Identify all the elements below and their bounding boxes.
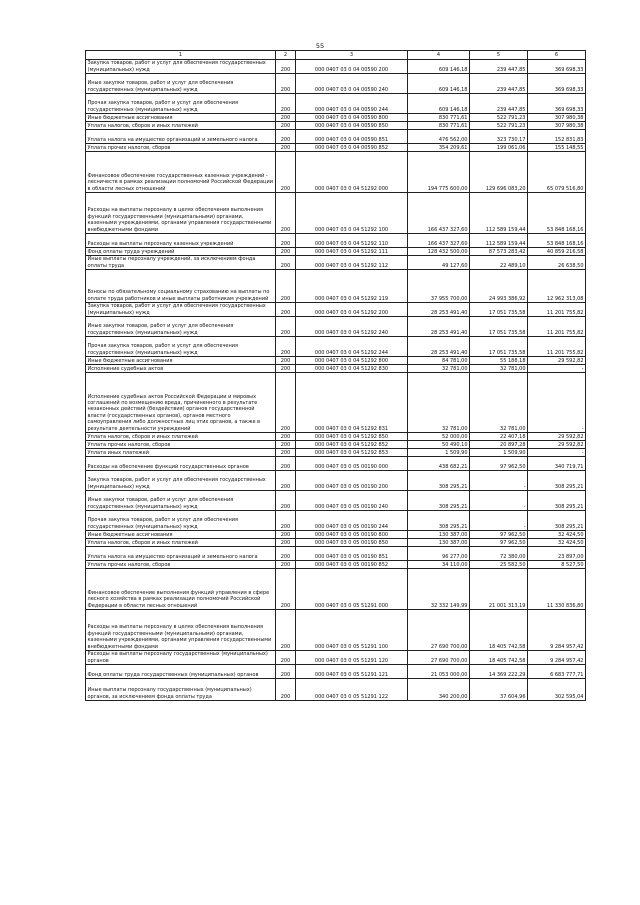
row-name-cell: Прочая закупка товаров, работ и услуг для обеспечения государственных (муниципальных) нужд (86, 511, 276, 531)
classification-code-cell: 000 0407 03 0 05 51291 100 (296, 610, 408, 651)
executed-amount-cell: 17 051 735,58 (470, 337, 528, 357)
unexecuted-amount-cell: 32 424,50 (528, 539, 586, 547)
unexecuted-amount-cell: 29 592,82 (528, 441, 586, 449)
classification-code-cell: 000 0407 03 0 05 51291 000 (296, 569, 408, 610)
classification-code-cell: 000 0407 03 0 05 00190 851 (296, 547, 408, 561)
unexecuted-amount-cell: 369 698,33 (528, 94, 586, 114)
approved-amount-cell: 128 432 500,00 (408, 248, 470, 256)
table-row (86, 357, 586, 365)
approved-amount-cell: 34 110,00 (408, 561, 470, 569)
classification-code-cell: 000 0407 03 0 04 51292 111 (296, 248, 408, 256)
row-code-cell: 200 (276, 561, 296, 569)
executed-amount-cell: 239 447,85 (470, 94, 528, 114)
table-row (86, 130, 586, 144)
row-code-cell: 200 (276, 373, 296, 433)
approved-amount-cell: 37 955 700,00 (408, 270, 470, 303)
row-code-cell: 200 (276, 457, 296, 471)
row-code-cell: 200 (276, 651, 296, 665)
row-code-cell: 200 (276, 303, 296, 317)
executed-amount-cell: 97 962,50 (470, 539, 528, 547)
executed-amount-cell: - (470, 471, 528, 491)
column-number: 2 (276, 51, 296, 60)
row-name-cell: Расходы на выплаты персоналу в целях обеспечения выполнения функций государственными (муниципальными) органами, казенными учреждениями, органами управления государственными внебюджетными фондами (86, 193, 276, 234)
row-code-cell: 200 (276, 679, 296, 701)
executed-amount-cell: 37 604,96 (470, 679, 528, 701)
row-name-cell: Уплата налогов, сборов и иных платежей (86, 433, 276, 441)
row-code-cell: 200 (276, 471, 296, 491)
classification-code-cell: 000 0407 03 0 05 51291 120 (296, 651, 408, 665)
executed-amount-cell: 32 781,00 (470, 373, 528, 433)
column-number: 5 (470, 51, 528, 60)
approved-amount-cell: 28 253 491,40 (408, 303, 470, 317)
approved-amount-cell: 609 146,18 (408, 94, 470, 114)
executed-amount-cell: 14 369 222,29 (470, 665, 528, 679)
classification-code-cell: 000 0407 03 0 04 51292 000 (296, 152, 408, 193)
approved-amount-cell: 32 781,00 (408, 373, 470, 433)
row-code-cell: 200 (276, 234, 296, 248)
approved-amount-cell: 166 437 327,60 (408, 193, 470, 234)
table-row (86, 60, 586, 74)
unexecuted-amount-cell: 8 527,50 (528, 561, 586, 569)
row-name-cell: Уплата налогов, сборов и иных платежей (86, 539, 276, 547)
row-code-cell: 200 (276, 122, 296, 130)
table-row (86, 234, 586, 248)
approved-amount-cell: 1 509,90 (408, 449, 470, 457)
row-code-cell: 200 (276, 531, 296, 539)
classification-code-cell: 000 0407 03 0 04 51292 830 (296, 365, 408, 373)
table-body (86, 60, 586, 701)
executed-amount-cell: 55 188,18 (470, 357, 528, 365)
classification-code-cell: 000 0407 03 0 04 00590 800 (296, 114, 408, 122)
executed-amount-cell: 97 962,50 (470, 531, 528, 539)
unexecuted-amount-cell: 307 980,38 (528, 122, 586, 130)
executed-amount-cell: 522 791,23 (470, 122, 528, 130)
unexecuted-amount-cell: 340 719,71 (528, 457, 586, 471)
table-row (86, 122, 586, 130)
unexecuted-amount-cell: 152 831,83 (528, 130, 586, 144)
row-code-cell: 200 (276, 539, 296, 547)
approved-amount-cell: 27 690 700,00 (408, 610, 470, 651)
approved-amount-cell: 166 437 327,60 (408, 234, 470, 248)
approved-amount-cell: 308 295,21 (408, 511, 470, 531)
unexecuted-amount-cell: - (528, 449, 586, 457)
row-code-cell: 200 (276, 248, 296, 256)
classification-code-cell: 000 0407 03 0 05 00190 240 (296, 491, 408, 511)
classification-code-cell: 000 0407 03 0 04 51292 831 (296, 373, 408, 433)
row-name-cell: Уплата иных платежей (86, 449, 276, 457)
row-code-cell: 200 (276, 130, 296, 144)
approved-amount-cell: 21 053 000,00 (408, 665, 470, 679)
row-code-cell: 200 (276, 74, 296, 94)
row-code-cell: 200 (276, 357, 296, 365)
classification-code-cell: 000 0407 03 0 05 00190 244 (296, 511, 408, 531)
approved-amount-cell: 194 775 600,00 (408, 152, 470, 193)
row-name-cell: Уплата налога на имущество организаций и земельного налога (86, 130, 276, 144)
table-row (86, 256, 586, 270)
table-row (86, 152, 586, 193)
row-name-cell: Иные закупки товаров, работ и услуг для обеспечения государственных (муниципальных) нужд (86, 74, 276, 94)
row-name-cell: Исполнение судебных актов Российской Федерации и мировых соглашений по возмещению вреда, причиненного в результате незаконных действий (бездействия) органов государственной власти (государственных органов), органов местного самоуправления либо должностных лиц этих органов, а также в результате деятельности учреждений (86, 373, 276, 433)
executed-amount-cell: 18 405 742,58 (470, 651, 528, 665)
approved-amount-cell: 340 200,00 (408, 679, 470, 701)
executed-amount-cell: 18 405 742,58 (470, 610, 528, 651)
classification-code-cell: 000 0407 03 0 04 51292 200 (296, 303, 408, 317)
classification-code-cell: 000 0407 03 0 05 00190 200 (296, 471, 408, 491)
table-row (86, 665, 586, 679)
row-name-cell: Финансовое обеспечение выполнения функций управления в сфере лесного хозяйства в рамках реализации полномочий Российской Федерации в области лесных отношений (86, 569, 276, 610)
executed-amount-cell: 239 447,85 (470, 60, 528, 74)
unexecuted-amount-cell: 155 148,55 (528, 144, 586, 152)
approved-amount-cell: 28 253 491,40 (408, 317, 470, 337)
executed-amount-cell: 21 001 313,19 (470, 569, 528, 610)
executed-amount-cell: 522 791,23 (470, 114, 528, 122)
row-name-cell: Фонд оплаты труда государственных (муниципальных) органов (86, 665, 276, 679)
classification-code-cell: 000 0407 03 0 05 51291 122 (296, 679, 408, 701)
column-number: 3 (296, 51, 408, 60)
row-name-cell: Взносы по обязательному социальному страхованию на выплаты по оплате труда работников и иные выплаты работникам учреждений (86, 270, 276, 303)
table-row (86, 317, 586, 337)
classification-code-cell: 000 0407 03 0 04 51292 244 (296, 337, 408, 357)
table-row (86, 74, 586, 94)
row-code-cell: 200 (276, 337, 296, 357)
classification-code-cell: 000 0407 03 0 04 00590 200 (296, 60, 408, 74)
executed-amount-cell: 1 509,90 (470, 449, 528, 457)
budget-execution-table (85, 50, 586, 701)
table-row (86, 365, 586, 373)
unexecuted-amount-cell: 12 962 313,08 (528, 270, 586, 303)
table-row (86, 561, 586, 569)
executed-amount-cell: 239 447,85 (470, 74, 528, 94)
table-row (86, 337, 586, 357)
row-code-cell: 200 (276, 665, 296, 679)
approved-amount-cell: 28 253 491,40 (408, 337, 470, 357)
row-name-cell: Иные закупки товаров, работ и услуг для обеспечения государственных (муниципальных) нужд (86, 491, 276, 511)
unexecuted-amount-cell: 32 424,50 (528, 531, 586, 539)
approved-amount-cell: 830 771,61 (408, 114, 470, 122)
row-name-cell: Финансовое обеспечение государственных казенных учреждений - лесничеств в рамках реализации полномочий Российской Федерации в области лесных отношений (86, 152, 276, 193)
row-name-cell: Прочая закупка товаров, работ и услуг для обеспечения государственных (муниципальных) нужд (86, 337, 276, 357)
row-code-cell: 200 (276, 144, 296, 152)
table-row (86, 471, 586, 491)
classification-code-cell: 000 0407 03 0 04 51292 110 (296, 234, 408, 248)
table-row (86, 248, 586, 256)
table-row (86, 144, 586, 152)
row-code-cell: 200 (276, 193, 296, 234)
row-name-cell: Исполнение судебных актов (86, 365, 276, 373)
executed-amount-cell: 323 730,17 (470, 130, 528, 144)
row-name-cell: Расходы на обеспечение функций государственных органов (86, 457, 276, 471)
executed-amount-cell: 129 696 083,20 (470, 152, 528, 193)
executed-amount-cell: 199 061,06 (470, 144, 528, 152)
column-number: 4 (408, 51, 470, 60)
executed-amount-cell: 97 962,50 (470, 457, 528, 471)
row-name-cell: Уплата налогов, сборов и иных платежей (86, 122, 276, 130)
row-name-cell: Иные бюджетные ассигнования (86, 531, 276, 539)
classification-code-cell: 000 0407 03 0 04 51292 119 (296, 270, 408, 303)
classification-code-cell: 000 0407 03 0 04 00590 244 (296, 94, 408, 114)
table-row (86, 270, 586, 303)
classification-code-cell: 000 0407 03 0 04 00590 850 (296, 122, 408, 130)
unexecuted-amount-cell: 40 859 216,58 (528, 248, 586, 256)
table-row (86, 373, 586, 433)
row-name-cell: Расходы на выплаты персоналу казенных учреждений (86, 234, 276, 248)
executed-amount-cell: - (470, 491, 528, 511)
row-code-cell: 200 (276, 441, 296, 449)
row-name-cell: Иные выплаты персоналу учреждений, за исключением фонда оплаты труда (86, 256, 276, 270)
approved-amount-cell: 130 387,00 (408, 531, 470, 539)
executed-amount-cell: 22 489,10 (470, 256, 528, 270)
unexecuted-amount-cell: 308 295,21 (528, 471, 586, 491)
executed-amount-cell: 32 781,00 (470, 365, 528, 373)
row-name-cell: Закупка товаров, работ и услуг для обеспечения государственных (муниципальных) нужд (86, 303, 276, 317)
row-code-cell: 200 (276, 114, 296, 122)
row-name-cell: Иные выплаты персоналу государственных (муниципальных) органов, за исключением фонда оплаты труда (86, 679, 276, 701)
executed-amount-cell: 25 582,50 (470, 561, 528, 569)
unexecuted-amount-cell: 302 595,04 (528, 679, 586, 701)
table-row (86, 610, 586, 651)
executed-amount-cell: 87 573 283,42 (470, 248, 528, 256)
table-row (86, 679, 586, 701)
unexecuted-amount-cell: 11 201 755,82 (528, 303, 586, 317)
classification-code-cell: 000 0407 03 0 04 51292 100 (296, 193, 408, 234)
classification-code-cell: 000 0407 03 0 05 00190 800 (296, 531, 408, 539)
unexecuted-amount-cell: 308 295,21 (528, 511, 586, 531)
unexecuted-amount-cell: 9 284 957,42 (528, 651, 586, 665)
unexecuted-amount-cell: 307 980,38 (528, 114, 586, 122)
unexecuted-amount-cell: 369 698,33 (528, 74, 586, 94)
row-code-cell: 200 (276, 433, 296, 441)
table-row (86, 457, 586, 471)
table-row (86, 511, 586, 531)
row-code-cell: 200 (276, 511, 296, 531)
row-name-cell: Иные бюджетные ассигнования (86, 357, 276, 365)
row-name-cell: Расходы на выплаты персоналу государственных (муниципальных) органов (86, 651, 276, 665)
row-name-cell: Фонд оплаты труда учреждений (86, 248, 276, 256)
unexecuted-amount-cell: 6 683 777,71 (528, 665, 586, 679)
row-code-cell: 200 (276, 365, 296, 373)
approved-amount-cell: 32 781,00 (408, 365, 470, 373)
executed-amount-cell: 20 897,28 (470, 441, 528, 449)
unexecuted-amount-cell: 26 638,50 (528, 256, 586, 270)
classification-code-cell: 000 0407 03 0 04 00590 240 (296, 74, 408, 94)
approved-amount-cell: 354 209,61 (408, 144, 470, 152)
table-row (86, 114, 586, 122)
page-number: 55 (315, 42, 325, 50)
row-code-cell: 200 (276, 610, 296, 651)
classification-code-cell: 000 0407 03 0 05 00190 852 (296, 561, 408, 569)
approved-amount-cell: 130 387,00 (408, 539, 470, 547)
unexecuted-amount-cell: 308 295,21 (528, 491, 586, 511)
classification-code-cell: 000 0407 03 0 04 51292 853 (296, 449, 408, 457)
classification-code-cell: 000 0407 03 0 05 51291 121 (296, 665, 408, 679)
table-row (86, 193, 586, 234)
row-name-cell: Иные закупки товаров, работ и услуг для обеспечения государственных (муниципальных) нужд (86, 317, 276, 337)
classification-code-cell: 000 0407 03 0 04 51292 850 (296, 433, 408, 441)
approved-amount-cell: 52 000,00 (408, 433, 470, 441)
column-number: 6 (528, 51, 586, 60)
unexecuted-amount-cell: 53 848 168,16 (528, 193, 586, 234)
unexecuted-amount-cell: 23 897,00 (528, 547, 586, 561)
unexecuted-amount-cell: 29 592,82 (528, 357, 586, 365)
row-code-cell: 200 (276, 256, 296, 270)
row-code-cell: 200 (276, 152, 296, 193)
classification-code-cell: 000 0407 03 0 04 51292 852 (296, 441, 408, 449)
executed-amount-cell: 17 051 735,58 (470, 303, 528, 317)
approved-amount-cell: 32 332 149,99 (408, 569, 470, 610)
classification-code-cell: 000 0407 03 0 04 51292 800 (296, 357, 408, 365)
unexecuted-amount-cell: 29 592,82 (528, 433, 586, 441)
unexecuted-amount-cell: 369 698,33 (528, 60, 586, 74)
approved-amount-cell: 84 781,00 (408, 357, 470, 365)
approved-amount-cell: 308 295,21 (408, 471, 470, 491)
classification-code-cell: 000 0407 03 0 04 51292 240 (296, 317, 408, 337)
row-code-cell: 200 (276, 569, 296, 610)
row-code-cell: 200 (276, 317, 296, 337)
row-name-cell: Уплата прочих налогов, сборов (86, 561, 276, 569)
unexecuted-amount-cell: - (528, 365, 586, 373)
column-number-row (86, 51, 586, 60)
unexecuted-amount-cell: - (528, 373, 586, 433)
row-code-cell: 200 (276, 547, 296, 561)
approved-amount-cell: 50 490,10 (408, 441, 470, 449)
column-number: 1 (86, 51, 276, 60)
row-name-cell: Закупка товаров, работ и услуг для обеспечения государственных (муниципальных) нужд (86, 60, 276, 74)
executed-amount-cell: 22 407,18 (470, 433, 528, 441)
table-row (86, 547, 586, 561)
row-name-cell: Закупка товаров, работ и услуг для обеспечения государственных (муниципальных) нужд (86, 471, 276, 491)
unexecuted-amount-cell: 65 079 516,80 (528, 152, 586, 193)
table-row (86, 491, 586, 511)
executed-amount-cell: 24 993 386,92 (470, 270, 528, 303)
approved-amount-cell: 830 771,61 (408, 122, 470, 130)
approved-amount-cell: 27 690 700,00 (408, 651, 470, 665)
table-row (86, 441, 586, 449)
approved-amount-cell: 308 295,21 (408, 491, 470, 511)
unexecuted-amount-cell: 11 330 836,80 (528, 569, 586, 610)
table-row (86, 303, 586, 317)
row-name-cell: Уплата прочих налогов, сборов (86, 441, 276, 449)
unexecuted-amount-cell: 53 848 168,16 (528, 234, 586, 248)
executed-amount-cell: 112 589 159,44 (470, 234, 528, 248)
row-code-cell: 200 (276, 270, 296, 303)
table-row (86, 569, 586, 610)
row-code-cell: 200 (276, 60, 296, 74)
table-row (86, 449, 586, 457)
classification-code-cell: 000 0407 03 0 04 00590 852 (296, 144, 408, 152)
classification-code-cell: 000 0407 03 0 05 00190 850 (296, 539, 408, 547)
row-code-cell: 200 (276, 491, 296, 511)
classification-code-cell: 000 0407 03 0 05 00190 000 (296, 457, 408, 471)
classification-code-cell: 000 0407 03 0 04 00590 851 (296, 130, 408, 144)
row-code-cell: 200 (276, 449, 296, 457)
unexecuted-amount-cell: 11 201 755,82 (528, 317, 586, 337)
table-row (86, 531, 586, 539)
executed-amount-cell: - (470, 511, 528, 531)
approved-amount-cell: 476 562,00 (408, 130, 470, 144)
table-row (86, 94, 586, 114)
row-name-cell: Уплата налога на имущество организаций и земельного налога (86, 547, 276, 561)
table-row (86, 539, 586, 547)
row-name-cell: Уплата прочих налогов, сборов (86, 144, 276, 152)
approved-amount-cell: 609 146,18 (408, 60, 470, 74)
row-code-cell: 200 (276, 94, 296, 114)
approved-amount-cell: 609 146,18 (408, 74, 470, 94)
approved-amount-cell: 49 127,60 (408, 256, 470, 270)
table-row (86, 651, 586, 665)
approved-amount-cell: 438 682,21 (408, 457, 470, 471)
row-name-cell: Прочая закупка товаров, работ и услуг для обеспечения государственных (муниципальных) нужд (86, 94, 276, 114)
executed-amount-cell: 72 380,00 (470, 547, 528, 561)
table-row (86, 433, 586, 441)
executed-amount-cell: 112 589 159,44 (470, 193, 528, 234)
row-name-cell: Иные бюджетные ассигнования (86, 114, 276, 122)
approved-amount-cell: 96 277,00 (408, 547, 470, 561)
unexecuted-amount-cell: 11 201 755,82 (528, 337, 586, 357)
row-name-cell: Расходы на выплаты персоналу в целях обеспечения выполнения функций государственными (муниципальными) органами, казенными учреждениями, органами управления государственными внебюджетными фондами (86, 610, 276, 651)
executed-amount-cell: 17 051 735,58 (470, 317, 528, 337)
unexecuted-amount-cell: 9 284 957,42 (528, 610, 586, 651)
classification-code-cell: 000 0407 03 0 04 51292 112 (296, 256, 408, 270)
